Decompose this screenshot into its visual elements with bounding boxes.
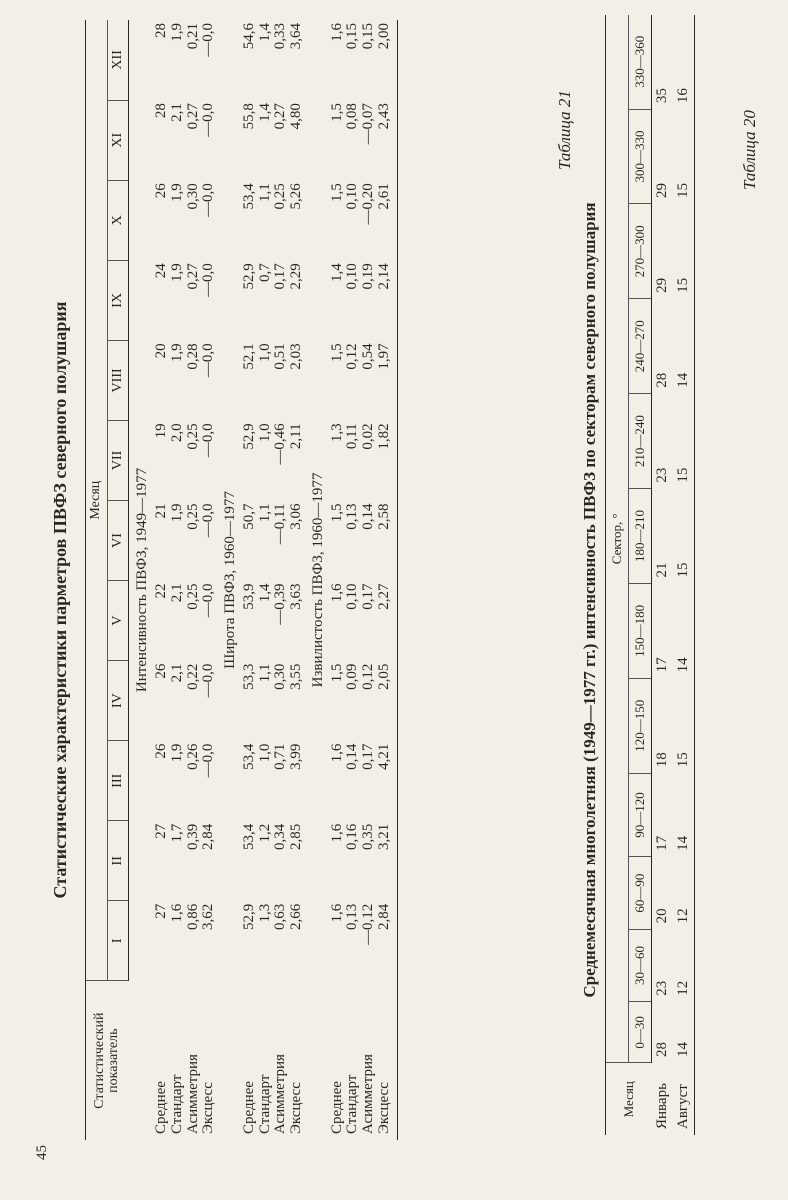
table-cell: 27 [153,823,170,839]
table-cell: 1,0 [256,743,273,763]
table-cell: —0,0 [200,23,217,57]
table-cell: 53,4 [240,183,257,210]
table-row [186,20,202,1140]
table-cell: 1,2 [256,823,273,843]
table-cell: 0,10 [344,183,361,210]
table-row [345,20,361,1140]
table-cell: 1,9 [168,23,185,42]
row-label: Стандарт [344,1074,361,1134]
table-cell: 1,0 [256,423,273,443]
table-cell: 19 [153,423,170,439]
table-cell: 26 [153,663,170,679]
table-cell: 5,26 [288,183,305,210]
table-cell: 23 [654,980,670,996]
table-cell: —0,0 [200,583,217,618]
table-cell: 0,7 [256,263,273,283]
month-column-header: III [107,741,129,821]
month-column-header: VIII [107,340,129,420]
table-cell: 2,84 [377,901,397,981]
table20-title: Статистические характеристики парметров ПВФЗ северного полушария [50,301,70,899]
sector-column-header: 210—240 [629,394,652,489]
table-cell: 24 [153,263,170,279]
table-cell: —0,0 [200,423,217,458]
table-cell: 12 [673,857,695,929]
table-cell: 1,82 [377,420,397,500]
table-cell: 1,9 [168,503,185,523]
table-cell: —0,39 [272,583,289,625]
table-cell: 22 [153,583,170,599]
table-cell: 0,27 [272,103,289,130]
table-cell: —0,11 [272,503,289,545]
sector-column-header: 270—300 [629,204,652,299]
table21-label: Таблица 21 [555,90,574,170]
row-label: Асимметрия [272,1054,289,1134]
table-cell: 0,54 [360,343,377,370]
table-cell: 21 [153,503,170,519]
table-cell: 2,03 [288,343,305,370]
table-cell: 3,21 [377,821,397,901]
sector-column-header: 30—60 [629,929,652,1001]
table-cell: 0,63 [272,903,289,931]
table-cell: 35 [654,88,670,104]
table-cell: 26 [153,183,170,199]
table-cell: 55,8 [240,103,257,130]
table-cell: 14 [673,773,695,857]
table-cell: 0,30 [272,663,289,690]
row-label: Январь [653,1083,670,1129]
table-cell: 0,13 [344,903,361,931]
table-cell: 2,66 [288,903,305,931]
table-cell: 4,80 [288,103,305,130]
table-cell: 0,08 [344,103,361,130]
table-cell: 2,00 [377,20,397,100]
table-cell: 0,39 [184,823,201,850]
table-cell: 0,15 [344,23,361,50]
table-cell: 3,64 [288,23,305,50]
table-cell: 0,25 [184,423,201,450]
table-cell: 0,12 [360,663,377,690]
row-label: Эксцесс [377,981,397,1140]
table-cell: 14 [673,299,695,394]
table21-month-header: Месяц [606,1063,652,1135]
table-cell: 15 [673,678,695,773]
table-cell: 0,71 [272,743,289,770]
table-cell: 4,21 [377,741,397,821]
table-cell: 15 [673,204,695,299]
table-cell: —0,07 [360,103,377,145]
table-cell: 0,17 [272,263,289,290]
row-label: Асимметрия [184,1054,201,1134]
table-cell: 2,1 [168,583,185,603]
table-cell: 1,1 [256,183,273,202]
row-label: Среднее [153,1081,170,1134]
table-cell: 0,14 [344,743,361,770]
table-row [652,15,674,1135]
section-title: Широта ПВФЗ, 1960—1977 [222,491,239,669]
month-column-header: VI [107,500,129,580]
table-cell: 28 [654,1042,670,1057]
table-cell: 0,09 [344,663,361,690]
table-cell: 52,9 [240,423,257,450]
table-cell: 2,43 [377,100,397,180]
table-row [154,20,170,1140]
table-cell: 1,6 [328,583,345,603]
table-cell: —0,12 [360,903,377,946]
table-cell: 23 [654,467,670,483]
table-cell: 0,11 [344,423,361,450]
month-column-header: IX [107,260,129,340]
table-cell: 2,29 [288,263,305,290]
table-cell: 1,9 [168,343,185,363]
table-cell: 1,5 [328,103,345,122]
table-cell: 53,4 [240,823,257,850]
table-cell: 1,97 [377,340,397,420]
table-cell: 26 [153,743,170,759]
table-cell: 3,99 [288,743,305,770]
table-cell: 1,5 [328,183,345,202]
table-cell: 0,14 [360,503,377,530]
table-cell: 2,1 [168,663,185,683]
table-cell: 2,11 [288,423,305,450]
table-cell: 0,16 [344,823,361,850]
table-cell: 0,26 [184,743,201,770]
table-cell: 17 [654,835,670,851]
table-cell: 2,61 [377,180,397,260]
table-cell: 1,1 [256,663,273,683]
month-column-header: IV [107,661,129,741]
table-cell: 15 [673,489,695,584]
table-cell: 0,86 [184,903,201,931]
stat-header: Статистический показатель [86,981,129,1140]
table-cell: 53,4 [240,743,257,770]
table-cell: 28 [654,372,670,388]
page-number: 45 [34,1145,50,1160]
table-cell: 0,25 [272,183,289,210]
month-column-header: I [107,901,129,981]
table-cell: 29 [654,182,670,198]
table-row [377,20,397,1140]
table-cell: 20 [153,343,170,359]
month-column-header: V [107,581,129,661]
table-cell: 0,21 [184,23,201,50]
table-cell: 1,5 [328,503,345,523]
table-cell: 2,14 [377,260,397,340]
table-cell: 29 [654,277,670,293]
table-cell: —0,0 [200,183,217,217]
table-cell: 52,9 [240,263,257,290]
table-cell: 0,30 [184,183,201,210]
table-cell: 53,9 [240,583,257,610]
table-cell: —0,0 [200,343,217,378]
table-cell: 14 [673,1002,695,1063]
table-cell: 3,62 [200,903,217,931]
table-cell: 16 [673,15,695,109]
table-cell: 27 [153,903,170,919]
table-cell: 20 [654,908,670,924]
table-cell: 0,35 [360,823,377,850]
table-cell: 1,5 [328,343,345,363]
table20-label: Таблица 20 [740,110,759,190]
table-cell: 15 [673,394,695,489]
table-cell: 21 [654,562,670,578]
table-cell: —0,0 [200,103,217,137]
month-column-header: VII [107,420,129,500]
sector-header: Сектор, ° [606,15,629,1063]
row-label: Эксцесс [200,1082,217,1134]
table-cell: 0,17 [360,743,377,770]
table-cell: —0,20 [360,183,377,225]
table-cell: 1,6 [328,743,345,763]
table-cell: 0,27 [184,103,201,130]
table-cell: 2,27 [377,581,397,661]
table-cell: 0,25 [184,583,201,610]
table-cell: 1,4 [328,263,345,283]
table-cell: 14 [673,583,695,678]
row-label: Стандарт [256,1074,273,1134]
table-cell: 0,25 [184,503,201,530]
table-cell: 15 [673,109,695,204]
table-row [273,20,289,1140]
table-cell: 0,10 [344,263,361,290]
table-cell: 2,0 [168,423,185,443]
row-label: Стандарт [168,1074,185,1134]
table-row [673,15,695,1135]
table-cell: 0,22 [184,663,201,690]
table-cell: 1,9 [168,183,185,202]
table-cell: —0,0 [200,503,217,538]
sector-column-header: 240—270 [629,299,652,394]
table-cell: 1,6 [328,23,345,42]
table-cell: 2,1 [168,103,185,122]
table-cell: 0,02 [360,423,377,450]
row-label: Эксцесс [288,1082,305,1134]
table-cell: 1,5 [328,663,345,683]
table-cell: 28 [153,103,170,119]
table-cell: 50,7 [240,503,257,530]
table-cell: 1,4 [256,583,273,603]
month-column-header: XI [107,100,129,180]
table-cell: 0,33 [272,23,289,50]
table-cell: 52,9 [240,903,257,931]
month-header: Месяц [86,20,108,981]
table-cell: 0,15 [360,23,377,50]
table-cell: 2,58 [377,500,397,580]
table20 [85,20,398,1140]
table-cell: 0,51 [272,343,289,370]
month-column-header: X [107,180,129,260]
table-row [258,20,274,1140]
table-cell: 1,6 [328,823,345,843]
table-cell: 0,19 [360,263,377,290]
month-column-header: II [107,821,129,901]
table21 [605,15,695,1135]
sector-column-header: 90—120 [629,773,652,857]
sector-column-header: 60—90 [629,857,652,929]
table-row [170,20,186,1140]
table-cell: 3,63 [288,583,305,610]
row-label: Среднее [328,1081,345,1134]
table-row [201,20,217,1140]
table-row [330,20,346,1140]
table21-title: Среднемесячная многолетняя (1949—1977 гг.) интенсивность ПВФЗ по секторам северного полушария [580,202,599,998]
table-cell: 1,3 [328,423,345,443]
table-cell: 54,6 [240,23,257,50]
sector-column-header: 120—150 [629,678,652,773]
section-title: Интенсивность ПВФЗ, 1949—1977 [134,467,151,693]
table-cell: 1,0 [256,343,273,363]
row-label: Среднее [240,1081,257,1134]
table-cell: 0,34 [272,823,289,850]
table-cell: 1,9 [168,743,185,763]
sector-column-header: 150—180 [629,583,652,678]
table-cell: 0,12 [344,343,361,370]
table-cell: 1,9 [168,263,185,283]
table-cell: 2,84 [200,823,217,850]
section-title: Извилистость ПВФЗ, 1960—1977 [309,472,326,688]
table-cell: —0,0 [200,263,217,298]
table-cell: 1,1 [256,503,273,523]
table-cell: 3,55 [288,663,305,690]
table-cell: 12 [673,929,695,1001]
table-cell: 0,28 [184,343,201,370]
month-column-header: XII [107,20,129,100]
table-cell: 52,1 [240,343,257,370]
table-cell: 2,85 [288,823,305,850]
table-cell: —0,0 [200,663,217,698]
table-cell: 17 [654,657,670,673]
table-cell: 1,4 [256,103,273,122]
table-cell: 1,3 [256,903,273,923]
table-cell: 18 [654,752,670,768]
table-cell: —0,0 [200,743,217,778]
sector-column-header: 180—210 [629,489,652,584]
sector-column-header: 0—30 [629,1002,652,1063]
table-cell: 3,06 [288,503,305,530]
table-cell: —0,46 [272,423,289,465]
table-cell: 1,4 [256,23,273,42]
table-cell: 0,17 [360,583,377,610]
table-row [361,20,377,1140]
sector-column-header: 330—360 [629,15,652,109]
row-label: Август [673,1063,695,1135]
table-cell: 28 [153,23,170,38]
table-cell: 2,05 [377,661,397,741]
table-cell: 53,3 [240,663,257,690]
table-cell: 1,6 [328,903,345,923]
table-cell: 0,13 [344,503,361,530]
table-row [242,20,258,1140]
sector-column-header: 300—330 [629,109,652,204]
table-cell: 0,27 [184,263,201,290]
table-cell: 0,10 [344,583,361,610]
table-row [289,20,305,1140]
table-cell: 1,6 [168,903,185,923]
table-cell: 1,7 [168,823,185,843]
row-label: Асимметрия [360,1054,377,1134]
